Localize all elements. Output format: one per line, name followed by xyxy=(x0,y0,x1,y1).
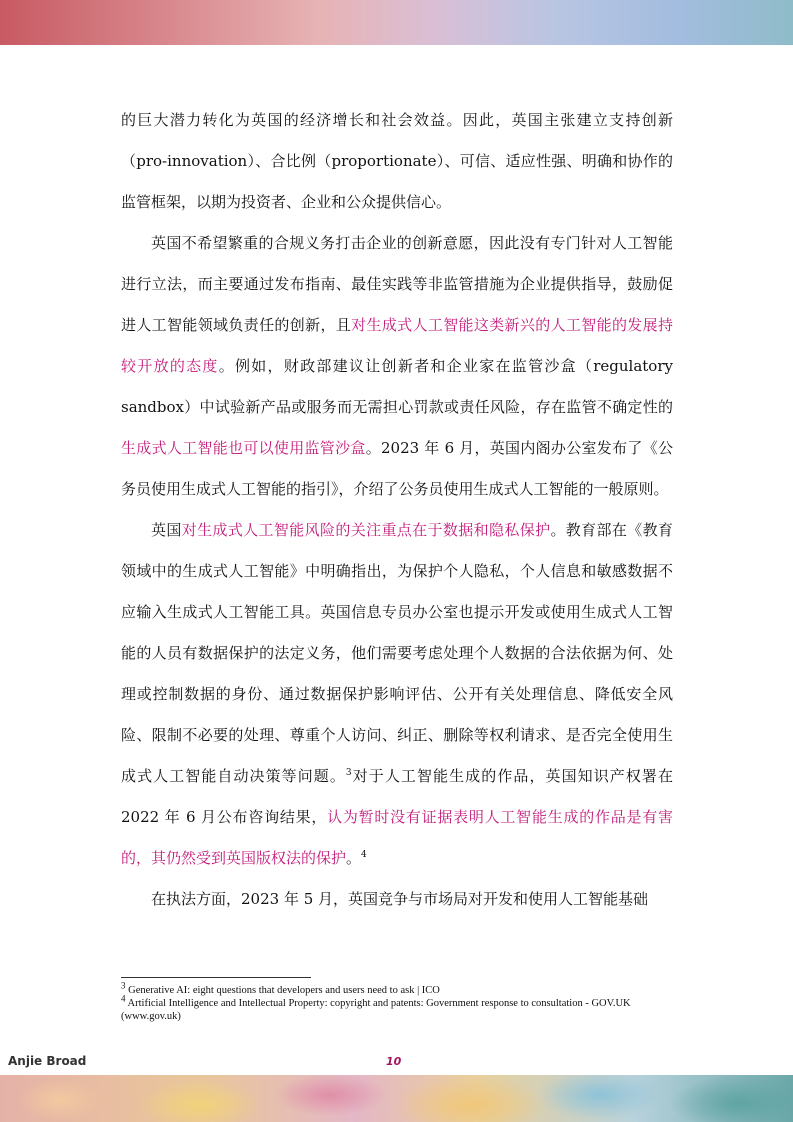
paragraph-2-highlight-1: 对生成式人工智能这类新兴的人工智能的发展持较开放的态度 xyxy=(121,316,673,375)
footnote-3-text[interactable]: Generative AI: eight questions that developers and users need to ask | ICO xyxy=(128,985,440,996)
paragraph-2-text-1: 英国不希望繁重的合规义务打击企业的创新意愿，因此没有专门针对人工智能进行立法，而主要通过发布指南、最佳实践等非监管措施为企业提供指导，鼓励促进人工智能领域负责任的创新，且 xyxy=(121,234,673,334)
header-decorative-band xyxy=(0,0,793,45)
paragraph-1-text: 的巨大潜力转化为英国的经济增长和社会效益。因此，英国主张建立支持创新（pro-innovation）、合比例（proportionate）、可信、适应性强、明确和协作的监管框架，以期为投资者、企业和公众提供信心。 xyxy=(121,111,673,211)
paragraph-3-highlight-2: 认为暂时没有证据表明人工智能生成的作品是有害的，其仍然受到英国版权法的保护 xyxy=(121,808,673,867)
paragraph-2 xyxy=(121,223,673,510)
brand-logo: Anjie Broad xyxy=(8,1054,87,1068)
paragraph-2-text-2: 。例如，财政部建议让创新者和企业家在监管沙盒（regulatory sandbox）中试验新产品或服务而无需担心罚款或责任风险，存在监管不确定性的 xyxy=(121,357,673,416)
paragraph-3-text-4: 。 xyxy=(346,849,362,867)
paragraph-3-text-1: 英国 xyxy=(151,521,182,539)
footnote-ref-3[interactable]: 3 xyxy=(345,768,352,778)
paragraph-4 xyxy=(121,879,673,920)
paragraph-1 xyxy=(121,100,673,223)
page-number: 10 xyxy=(386,1055,402,1068)
paragraph-3-text-2: 。教育部在《教育领域中的生成式人工智能》中明确指出，为保护个人隐私，个人信息和敏感数据不应输入生成式人工智能工具。英国信息专员办公室也提示开发或使用生成式人工智能的人员有数据保护的法定义务，他们需要考虑处理个人数据的合法依据为何、处理或控制数据的身份、通过数据保护影响评估、公开有关处理信息、降低安全风险、限制不必要的处理、尊重个人访问、纠正、删除等权利请求、是否完全使用生成式人工智能自动决策等问题。 xyxy=(121,521,673,785)
paragraph-3 xyxy=(121,510,673,879)
paragraph-2-highlight-2: 生成式人工智能也可以使用监管沙盒 xyxy=(121,439,366,457)
paragraph-4-text: 在执法方面，2023 年 5 月，英国竞争与市场局对开发和使用人工智能基础 xyxy=(151,890,649,908)
footnote-separator xyxy=(121,977,311,978)
footer-decorative-band xyxy=(0,1075,793,1122)
footnotes xyxy=(121,980,673,1023)
footnote-3 xyxy=(121,980,673,997)
footnote-4-text[interactable]: Artificial Intelligence and Intellectual Property: copyright and patents: Government response to consultation - GOV.UK (www.gov.uk) xyxy=(121,998,631,1022)
footnote-4 xyxy=(121,993,673,1023)
footnote-4-number: 4 xyxy=(121,993,126,1004)
paragraph-2-text-3: 。2023 年 6 月，英国内阁办公室发布了《公务员使用生成式人工智能的指引》，介绍了公务员使用生成式人工智能的一般原则。 xyxy=(121,439,673,498)
paragraph-3-text-3: 对于人工智能生成的作品，英国知识产权署在 2022 年 6 月公布咨询结果， xyxy=(121,767,673,826)
paragraph-3-highlight-1: 对生成式人工智能风险的关注重点在于数据和隐私保护 xyxy=(181,521,551,539)
footnote-ref-4[interactable]: 4 xyxy=(361,850,367,860)
footnote-3-number: 3 xyxy=(121,980,126,991)
body-text xyxy=(121,100,673,920)
